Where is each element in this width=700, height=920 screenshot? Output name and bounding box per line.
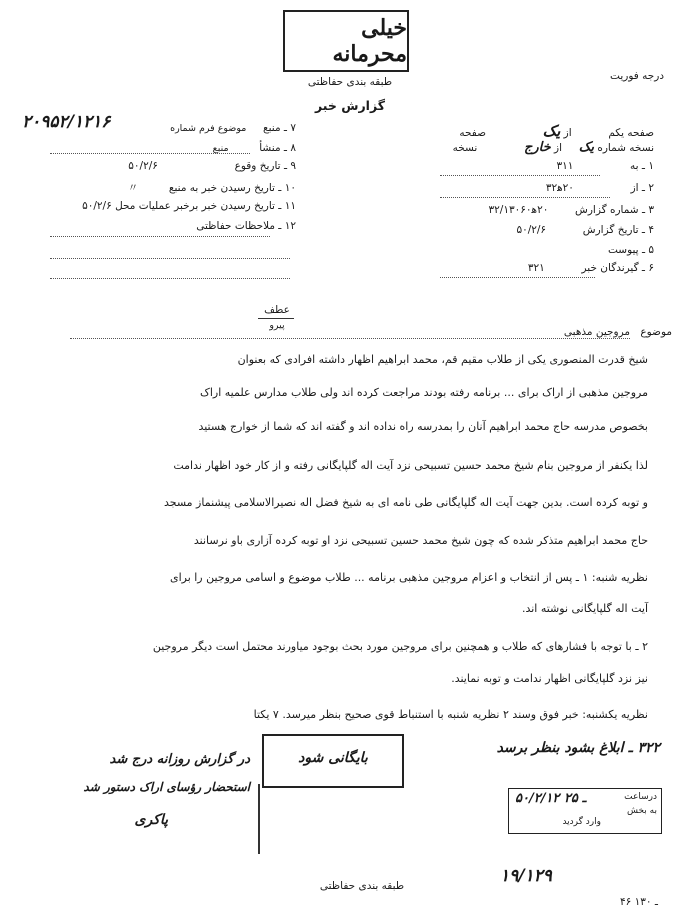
meta-value: ۲۰ﻫ۳۲ xyxy=(545,182,574,194)
stamp-bracket xyxy=(258,784,272,854)
subject-value xyxy=(70,326,630,339)
page-label: صفحه یکم xyxy=(608,127,654,139)
copy-word: نسخه xyxy=(452,142,478,154)
meta-label: ۳ ـ شماره گزارش xyxy=(575,204,654,216)
meta-label: ۸ ـ منشأ xyxy=(259,142,296,154)
handwritten-directive: ۳۲۲ ـ ابلاغ بشود بنظر برسد xyxy=(496,740,660,756)
page-of-value: یک xyxy=(542,122,561,140)
body-line: لذا یکنفر از مروجین بنام شیخ محمد حسین تسبیحی نزد آیت اله گلپایگانی رفته و از کار خود اظهار ندامت xyxy=(173,459,648,472)
from-word: از xyxy=(563,127,572,139)
meta-label: ۷ ـ منبع xyxy=(263,122,296,134)
meta-label: ۱۱ ـ تاریخ رسیدن خبر برخبر عملیات محل xyxy=(115,200,296,212)
subject-text: مروجین مذهبی xyxy=(563,326,630,338)
meta-value: 〃 xyxy=(127,182,139,194)
handwritten-reference-number: ۲۰۹۵۲/۱۲۱۶ xyxy=(22,112,111,132)
meta-row-source-receipt-date xyxy=(46,180,296,195)
meta-value: ۲۰ﻫ۳۲/۱۳۰۶۰ xyxy=(488,204,549,216)
body-line: نظریه شنبه: ۱ ـ پس از انتخاب و اعزام مروجین مذهبی برنامه ... طلاب موضوع و اسامی مروجین را برای xyxy=(169,571,648,584)
meta-label: ۶ ـ گیرندگان خبر xyxy=(581,262,654,274)
archive-stamp-text: بایگانی شود xyxy=(298,750,368,766)
receipt-time-label: درساعت xyxy=(624,792,657,802)
copy-line xyxy=(414,140,654,155)
footer-handwritten-number: ۱۹/۱۲۹ xyxy=(500,866,552,886)
stamp-text: خیلی محرمانه xyxy=(332,15,407,67)
body-line: حاج محمد ابراهیم متذکر شده که چون شیخ محمد حسین تسبیحی نزد او توبه کرده آزاری باو نرسانند xyxy=(193,534,648,547)
copy-label: نسخه شماره xyxy=(597,142,654,154)
body-line: بخصوص مدرسه حاج محمد ابراهیم آنان را بمدرسه راه نداده اند و گفته اند که شما از خوارج هستید xyxy=(198,420,648,433)
meta-row-from xyxy=(424,182,654,194)
page-line xyxy=(414,122,654,140)
dotted-line xyxy=(440,277,595,278)
handwritten-note-line1: در گزارش روزانه درج شد xyxy=(109,752,250,767)
archive-stamp xyxy=(262,734,404,788)
meta-value: ۳۲۱ xyxy=(527,262,545,274)
meta-row-recipients xyxy=(424,262,654,274)
meta-label: ۱۰ ـ تاریخ رسیدن خبر به منبع xyxy=(168,182,296,194)
meta-value: ۵۰/۲/۶ xyxy=(516,224,547,236)
meta-row-report-number xyxy=(424,204,654,216)
page-word: صفحه xyxy=(459,127,486,139)
body-line: نظریه یکشنبه: خبر فوق وسند ۲ نظریه شنبه با استنباط قوی صحیح بنظر میرسد. ۷ یکتا xyxy=(253,708,648,721)
meta-label: ۴ ـ تاریخ گزارش xyxy=(582,224,654,236)
meta-value: ۵۰/۲/۶ xyxy=(128,160,158,172)
handwritten-signature: پاکری xyxy=(134,812,168,828)
meta-row-to xyxy=(424,160,654,172)
reference-divider xyxy=(258,318,294,319)
dotted-line xyxy=(440,175,600,176)
meta-value: منبع xyxy=(212,143,229,154)
meta-label: ۹ ـ تاریخ وقوع xyxy=(234,160,296,172)
footer-classification: طبقه بندی حفاظتی xyxy=(319,880,405,892)
receipt-handwritten-code: ۵۰/۲/۱۲ ـ ۲۵ xyxy=(515,791,587,806)
handwritten-note-line2: استحضار رؤسای اراک دستور شد xyxy=(83,780,250,794)
meta-row-report-date xyxy=(424,224,654,236)
meta-value: ۵۰/۲/۶ xyxy=(82,200,112,212)
dotted-line xyxy=(50,236,270,237)
from-word-2: از xyxy=(554,142,563,154)
copy-total: خارج xyxy=(524,140,551,155)
priority-label: درجه فوریت xyxy=(610,70,664,82)
subject-label: موضوع xyxy=(640,326,672,338)
body-line: شیخ قدرت المنصوری یکی از طلاب مقیم قم، محمد ابراهیم اظهار داشته افرادی که بعنوان xyxy=(237,353,648,366)
meta-label: ۱۲ ـ ملاحظات حفاظتی xyxy=(196,220,296,232)
meta-value: موضوع فرم شماره xyxy=(170,123,247,134)
dotted-line xyxy=(50,153,250,154)
dotted-line xyxy=(50,258,290,259)
meta-label: ۱ ـ به xyxy=(630,160,654,172)
body-line: مروجین مذهبی از اراک برای ... برنامه رفته بودند مراجعت کرده اند ولی طلاب مدارس علمیه اراک xyxy=(200,386,648,399)
meta-row-security-notes xyxy=(46,220,296,232)
receipt-entered-label: وارد گردید xyxy=(562,817,601,827)
meta-row-attachment xyxy=(424,244,654,256)
meta-row-source xyxy=(46,122,296,134)
dotted-line xyxy=(440,197,610,198)
body-line: نیز نزد گلپایگانی اظهار ندامت و توبه نمایند. xyxy=(451,672,648,685)
copy-value: یک xyxy=(578,140,594,155)
form-code: ۴۶ ـ ۱۳۰ xyxy=(620,896,658,908)
meta-value: ۳۱۱ xyxy=(556,160,574,172)
classification-label: طبقه بندی حفاظتی xyxy=(307,76,393,88)
follow-up-label: پیرو xyxy=(269,320,285,331)
meta-row-ops-receipt-date xyxy=(0,200,296,212)
reference-label: عطف xyxy=(264,304,290,316)
receipt-stamp xyxy=(508,788,662,834)
page-title: گزارش خبر xyxy=(314,98,385,113)
body-line: آیت اله گلپایگانی نوشته اند. xyxy=(521,602,648,615)
meta-row-occurrence-date xyxy=(46,160,296,172)
classification-stamp xyxy=(283,10,409,72)
body-line: و توبه کرده است. بدین جهت آیت اله گلپایگانی طی نامه ای به شیخ فضل اله نصیرالاسلامی پیشنماز مسجد xyxy=(163,496,648,509)
meta-label: ۲ ـ از xyxy=(630,182,654,194)
receipt-section-label: به بخش xyxy=(627,806,657,816)
dotted-line xyxy=(50,278,290,279)
meta-label: ۵ ـ پیوست xyxy=(607,244,654,256)
body-line: ۲ ـ با توجه با فشارهای که طلاب و همچنین برای مروجین مورد بحث بوجود میاورند محتمل است دیگر مروجین xyxy=(152,640,648,653)
